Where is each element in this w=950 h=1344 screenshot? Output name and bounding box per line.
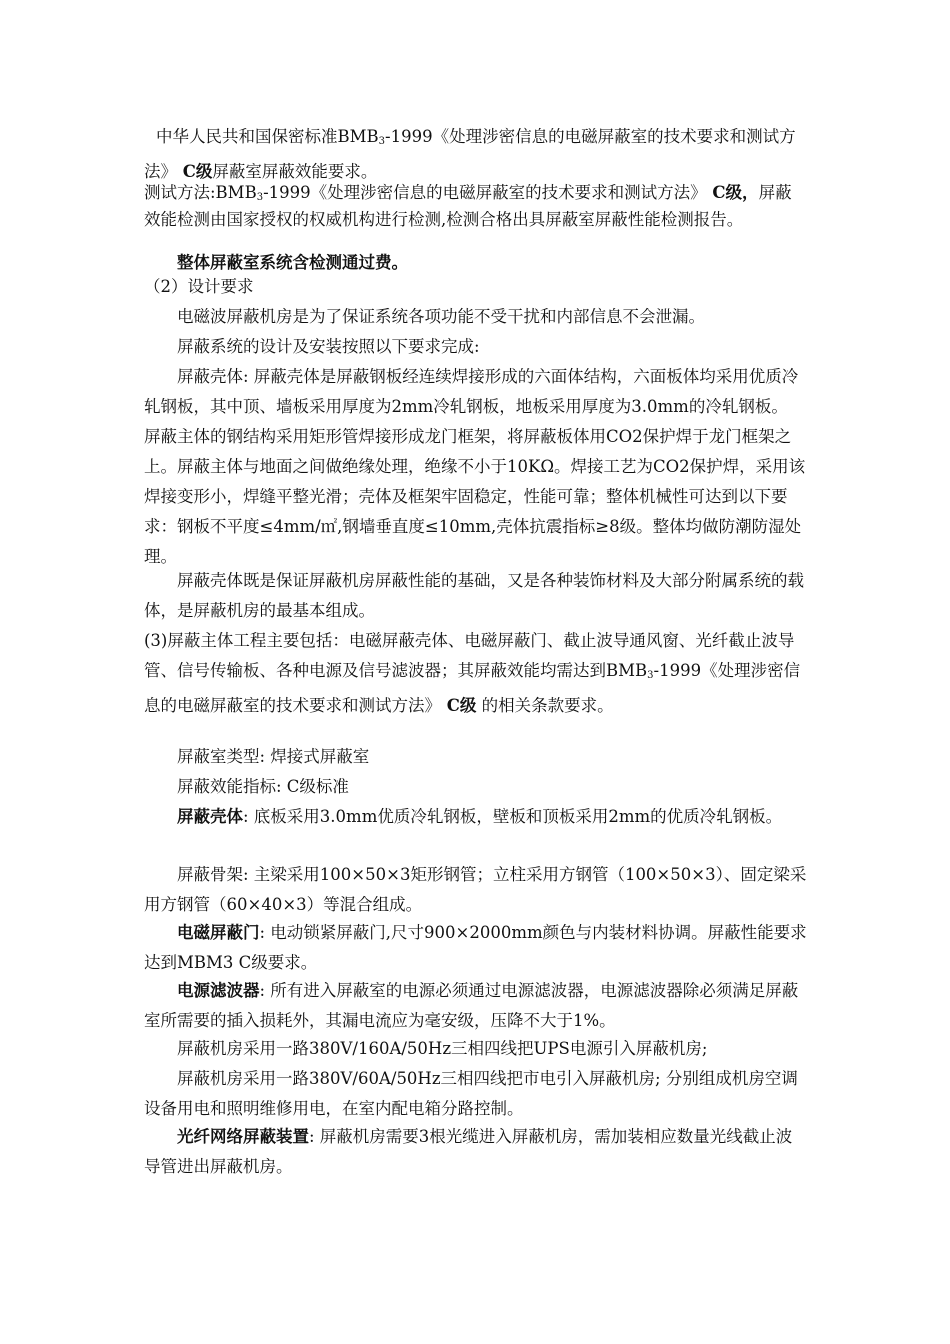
fiber-spec [144,1122,808,1182]
spec-text: : 底板采用3.0mm优质冷轧钢板，壁板和顶板采用2mm的优质冷轧钢板。 [243,807,783,826]
subscript: 3 [378,136,386,147]
test-method-text: 屏蔽效能检测由国家授权的权威机构进行检测,检测合格出具屏蔽室屏蔽性能检测报告。 [144,183,792,229]
intro-paragraph [144,122,808,187]
filter-spec [144,976,808,1036]
scope-text: (3)屏蔽主体工程主要包括：电磁屏蔽壳体、电磁屏蔽门、截止波导通风窗、光纤截止波导管、信号传输板、各种电源及信号滤波器；其屏蔽效能均需达到BMB [144,631,795,680]
scope-text: -1999《处理涉密信息的电磁屏蔽室的技术要求和测试方法》 [144,661,801,715]
test-method-text: -1999《处理涉密信息的电磁屏蔽室的技术要求和测试方法》 [263,183,707,202]
power-ups: 屏蔽机房采用一路380V/160A/50Hz三相四线把UPS电源引入屏蔽机房; [177,1039,708,1058]
scope-paragraph [144,626,808,721]
grade-label: C级， [706,183,759,202]
frame-spec: 屏蔽骨架: 主梁采用100×50×3矩形钢管；立柱采用方钢管（100×50×3）、固定梁采用方钢管（60×40×3）等混合组成。 [144,865,807,914]
door-spec [144,918,808,978]
fee-note: 整体屏蔽室系统含检测通过费。 [177,253,408,272]
test-method-text: 测试方法:BMB [144,183,257,202]
spec-text: : 屏蔽机房需要3根光缆进入屏蔽机房，需加装相应数量光线截止波导管进出屏蔽机房。 [144,1127,793,1176]
room-type: 屏蔽室类型: 焊接式屏蔽室 [177,747,370,766]
spec-text: : 电动锁紧屏蔽门,尺寸900×2000mm颜色与内装材料协调。屏蔽性能要求达到MBM3 C级要求。 [144,923,807,972]
spec-label: 电磁屏蔽门 [177,923,260,942]
subscript: 3 [647,670,654,681]
scope-text: 的相关条款要求。 [476,696,614,715]
effectiveness-spec: 屏蔽效能指标: C级标准 [177,777,349,796]
spec-label: 电源滤波器 [177,981,260,1000]
intro-text: 屏蔽室屏蔽效能要求。 [212,162,378,181]
spec-text: : 所有进入屏蔽室的电源必须通过电源滤波器，电源滤波器除必须满足屏蔽室所需要的插入损耗外，其漏电流应为毫安级，压降不大于1%。 [144,981,799,1030]
section-heading: （2）设计要求 [144,277,254,296]
paragraph-shell: 屏蔽壳体: 屏蔽壳体是屏蔽钢板经连续焊接形成的六面体结构，六面板体均采用优质冷轧钢板，其中顶、墙板采用厚度为2mm冷轧钢板，地板采用厚度为3.0mm的冷轧钢板。 屏蔽主体的钢结构采用矩形管焊接形成龙门框架，将屏蔽板体用CO2保护焊于龙门框架之上。屏蔽主体与地面之间做绝缘处理，绝缘不小于10KΩ。焊接工艺为CO2保护焊，采用该焊接变形小，焊缝平整光滑；壳体及框架牢固稳定，性能可靠；整体机械性可达到以下要求：钢板不平度≤4mm/㎡,钢墙垂直度≤10mm,壳体抗震指标≥8级。整体均做防潮防湿处理。 [144,367,806,566]
grade-label: C级 [441,696,477,715]
subscript: 3 [256,192,264,203]
power-mains: 屏蔽机房采用一路380V/60A/50Hz三相四线把市电引入屏蔽机房; 分别组成机房空调设备用电和照明维修用电，在室内配电箱分路控制。 [144,1069,798,1118]
spec-label: 屏蔽壳体 [177,807,243,826]
intro-text: 中华人民共和国保密标准BMB [156,127,379,146]
paragraph-design: 屏蔽系统的设计及安装按照以下要求完成: [177,337,480,356]
test-method-paragraph [144,182,808,231]
intro-text: -1999《处理涉密信息的电磁屏蔽室的技术要求和测试方法》 [144,127,796,181]
spec-label: 光纤网络屏蔽装置 [177,1127,309,1146]
grade-label: C级 [177,162,213,181]
paragraph-basis: 屏蔽壳体既是保证屏蔽机房屏蔽性能的基础，又是各种装饰材料及大部分附属系统的载体，是屏蔽机房的最基本组成。 [144,571,804,620]
shell-spec [144,802,808,832]
paragraph-purpose: 电磁波屏蔽机房是为了保证系统各项功能不受干扰和内部信息不会泄漏。 [177,307,705,326]
